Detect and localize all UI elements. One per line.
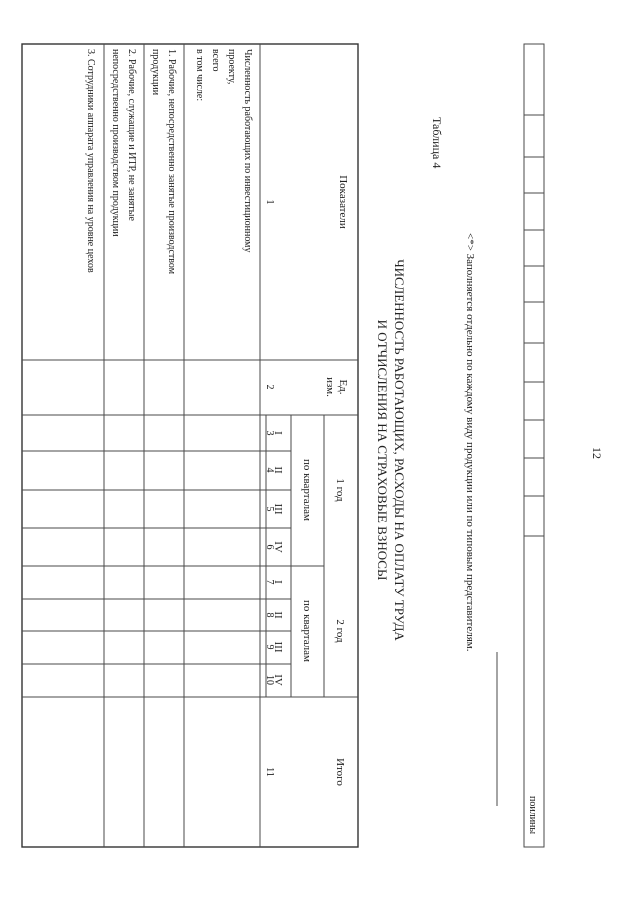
row-label-line: всего: [210, 49, 221, 72]
quarter-header: II: [272, 466, 284, 474]
column-number: 7: [264, 579, 275, 585]
table-row: [150, 49, 177, 275]
header-year1: 1 год: [334, 478, 346, 502]
quarter-header: I: [272, 431, 284, 435]
row-label-line: 1. Рабочие, непосредственно занятые производством: [166, 49, 177, 275]
footnote-text: <*> Заполняется отдельно по каждому виду продукции или по типовым представителям.: [464, 233, 476, 652]
table4-body: [85, 49, 253, 275]
table-row: [194, 49, 253, 253]
previous-table-row-label: поилины: [527, 796, 538, 835]
row-label-line: непосредственно производством продукции: [110, 49, 121, 237]
row-label-line: проекту,: [226, 49, 237, 85]
row-label-line: продукции: [150, 49, 161, 96]
row-label-line: 3. Сотрудники аппарата управления на уровне цехов: [85, 49, 96, 273]
footnote: [464, 233, 497, 806]
header-by-quarters-2: по кварталам: [301, 599, 313, 663]
column-number: 9: [264, 644, 275, 650]
header-by-quarters-1: по кварталам: [301, 458, 313, 522]
row-label-line: 2. Рабочие, служащие и ИТР, не занятые: [126, 49, 137, 221]
table-row: [85, 49, 96, 273]
previous-table-fragment: [524, 44, 544, 847]
column-number: 6: [264, 544, 275, 550]
header-unit-line1: Ед.: [337, 379, 349, 395]
column-number: 11: [264, 767, 275, 777]
table-title-line2: И ОТЧИСЛЕНИЯ НА СТРАХОВЫЕ ВЗНОСЫ: [375, 319, 390, 581]
row-label-line: в том числе:: [194, 49, 205, 102]
column-number: 10: [264, 675, 275, 685]
column-number: 8: [264, 612, 275, 618]
quarter-header: IV: [272, 541, 284, 553]
row-label-line: Численность работающих по инвестиционному: [242, 49, 253, 253]
table-title-line1: ЧИСЛЕННОСТЬ РАБОТАЮЩИХ, РАСХОДЫ НА ОПЛАТУ ТРУДА: [392, 259, 407, 641]
table-row: [110, 49, 137, 237]
table4-header: [272, 175, 349, 786]
table4-grid: [22, 44, 358, 847]
header-unit-line2: изм.: [324, 377, 336, 397]
table-caption: Таблица 4: [430, 117, 444, 169]
quarter-header: I: [272, 580, 284, 584]
header-total: Итого: [334, 758, 346, 786]
column-number: 2: [264, 384, 275, 390]
quarter-header: III: [272, 503, 284, 515]
column-number: 4: [264, 467, 275, 473]
quarter-header: IV: [272, 674, 284, 686]
column-number: 3: [264, 430, 275, 436]
column-number: 1: [264, 199, 275, 205]
page-number: 12: [590, 447, 604, 459]
header-year2: 2 год: [334, 619, 346, 643]
column-number: 5: [264, 506, 275, 512]
quarter-header: II: [272, 611, 284, 619]
header-indicators: Показатели: [337, 175, 349, 229]
quarter-header: III: [272, 641, 284, 653]
